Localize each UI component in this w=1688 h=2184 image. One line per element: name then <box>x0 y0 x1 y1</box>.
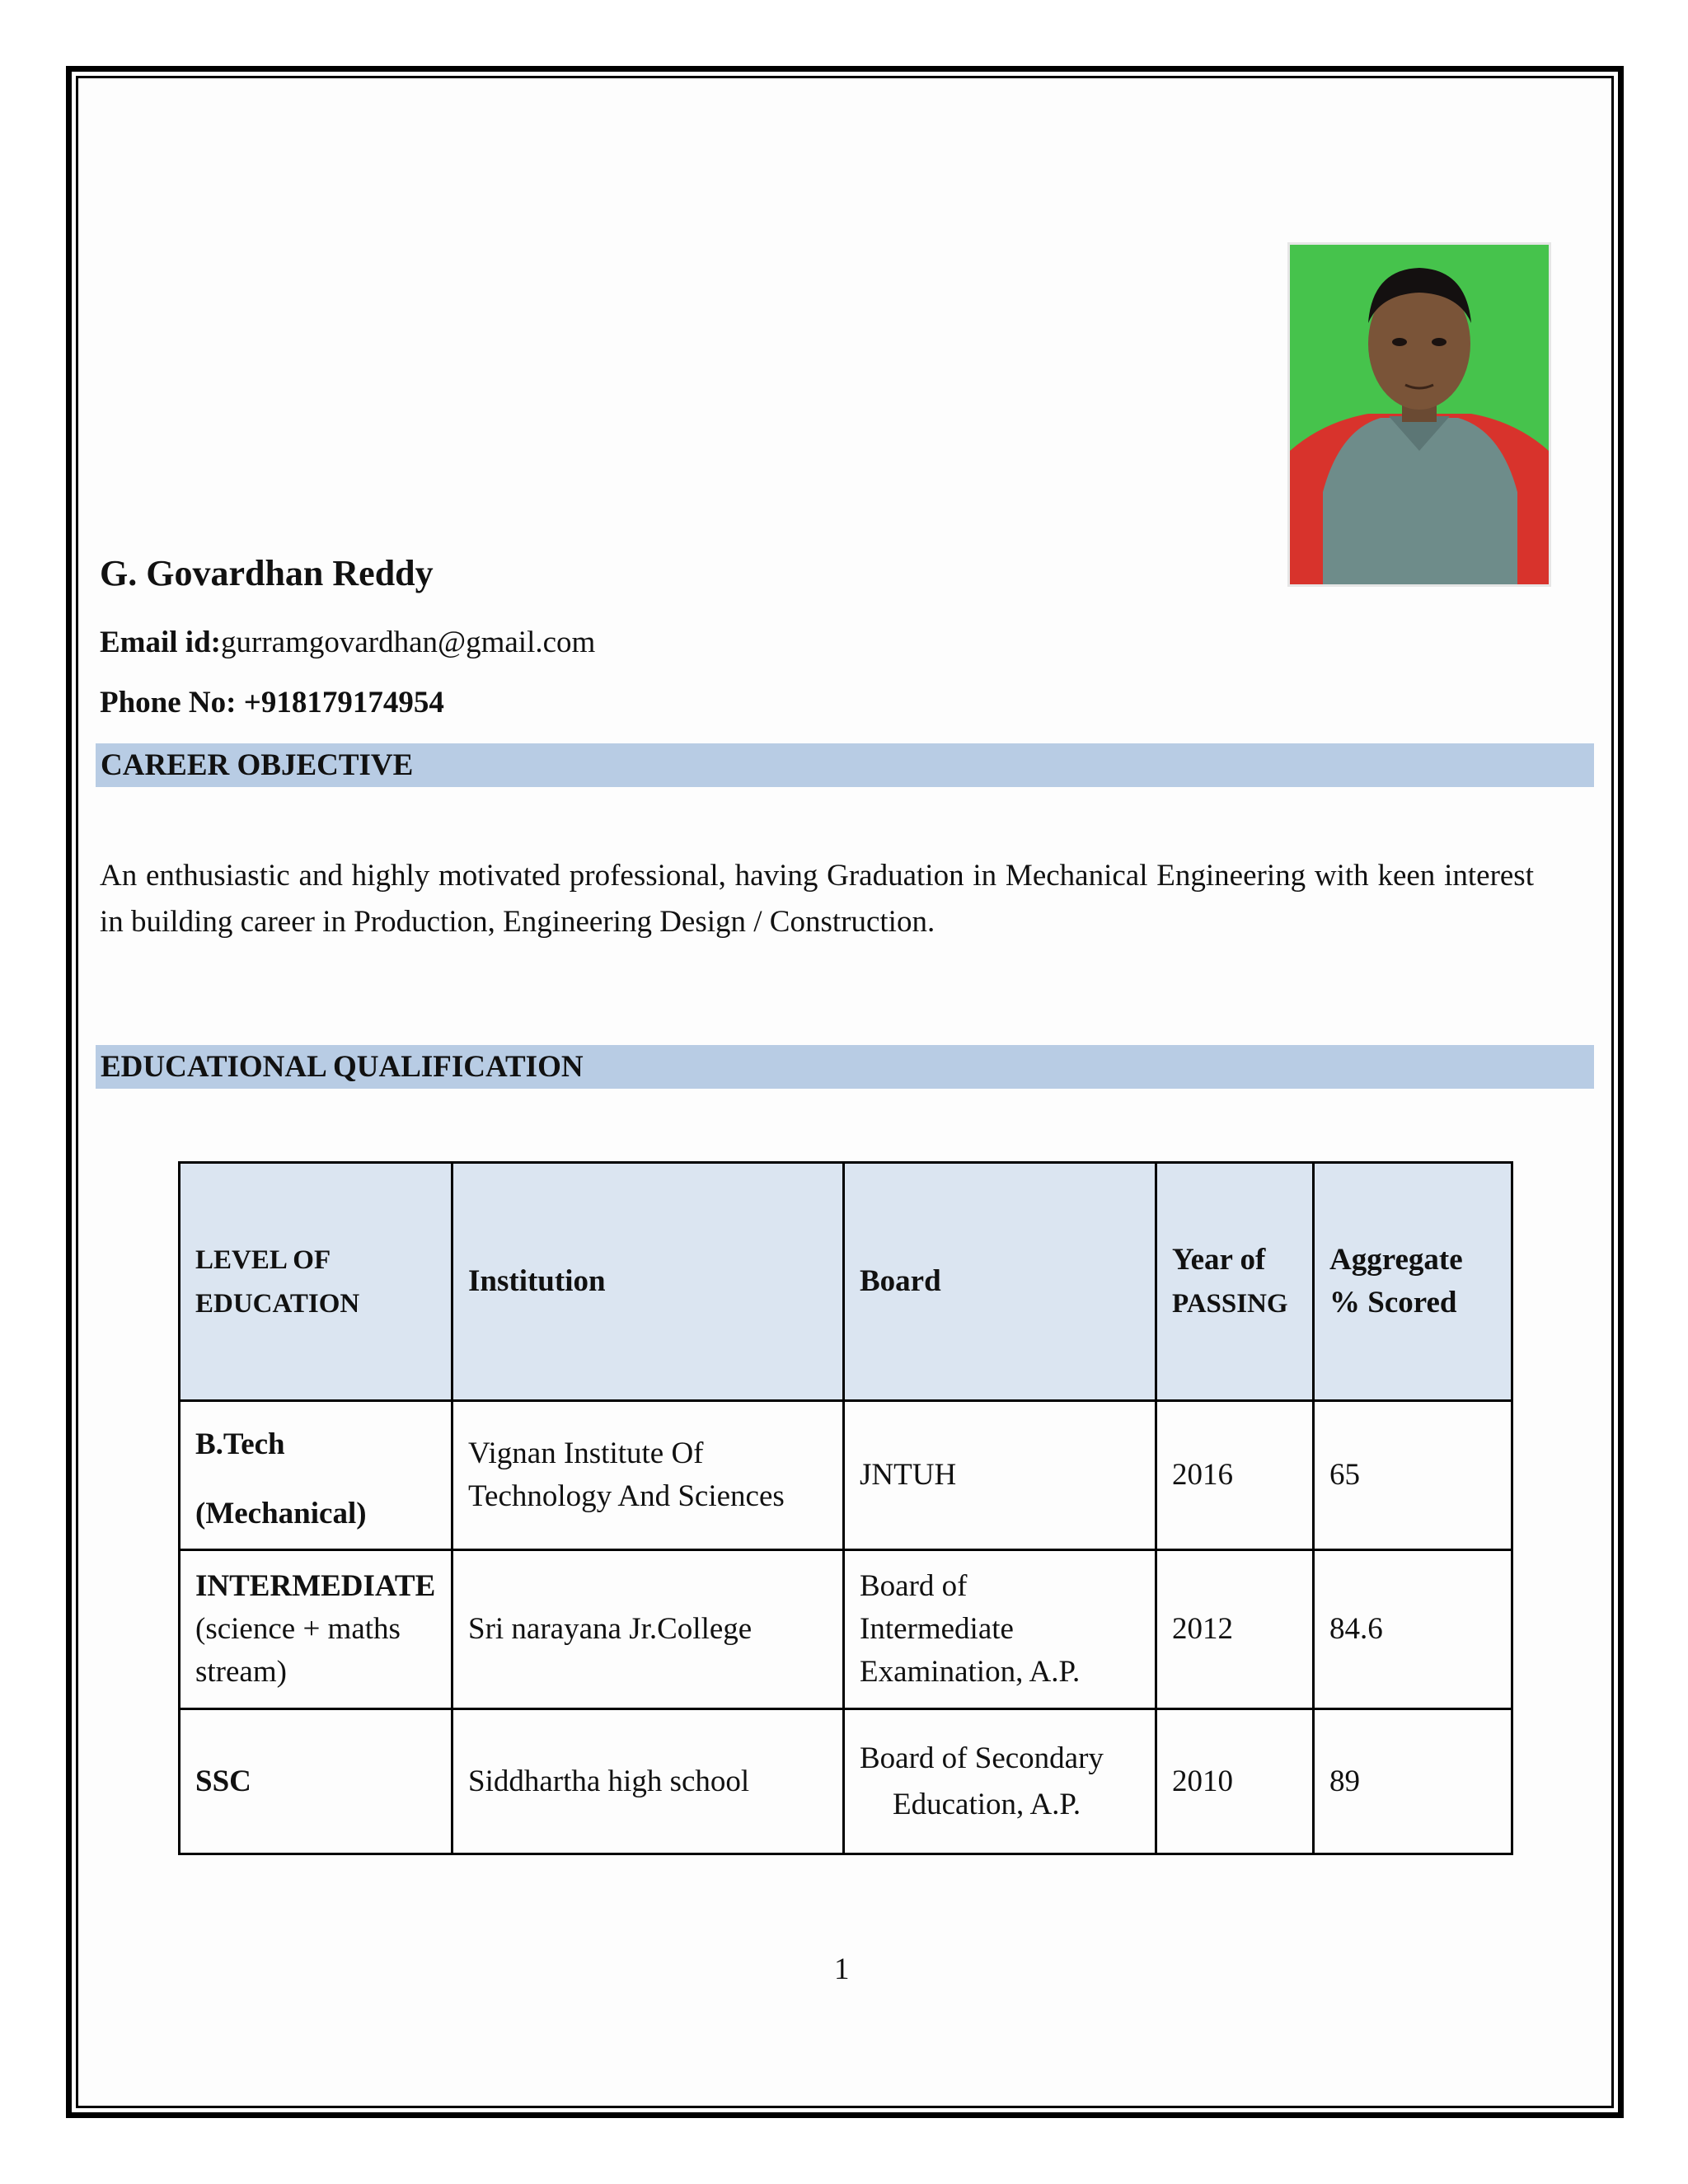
row-level <box>180 1550 452 1709</box>
table-row <box>180 1550 1512 1709</box>
row-level-sub: (Mechanical) <box>195 1497 367 1530</box>
row-year: 2012 <box>1156 1550 1314 1709</box>
header-level-of-education <box>180 1163 452 1401</box>
phone-line <box>100 685 444 720</box>
header-level-line2: EDUCATION <box>195 1289 360 1319</box>
row-institution-line1: Vignan Institute Of <box>468 1436 704 1470</box>
header-year-line1: Year of <box>1172 1242 1266 1277</box>
career-objective-text: An enthusiastic and highly motivated professional, having Graduation in Mechanical Engineering with keen interest in building career in Production, Engineering Design / Construction. <box>100 859 1534 939</box>
table-row <box>180 1709 1512 1854</box>
header-year-of-passing <box>1156 1163 1314 1401</box>
header-level-line1: LEVEL OF <box>195 1245 331 1275</box>
row-aggregate: 65 <box>1314 1401 1512 1550</box>
row-aggregate: 84.6 <box>1314 1550 1512 1709</box>
header-aggregate-line1: Aggregate <box>1329 1243 1463 1277</box>
row-institution: Sri narayana Jr.College <box>452 1550 844 1709</box>
row-aggregate: 89 <box>1314 1709 1512 1854</box>
row-board <box>844 1550 1156 1709</box>
email-line <box>100 625 595 660</box>
table-row <box>180 1401 1512 1550</box>
table-header-row <box>180 1163 1512 1401</box>
row-board-line1: Board of <box>860 1569 968 1603</box>
page-number: 1 <box>834 1952 850 1986</box>
row-level <box>180 1401 452 1550</box>
email-label: Email id: <box>100 626 221 659</box>
row-board <box>844 1709 1156 1854</box>
row-level-main: INTERMEDIATE <box>195 1569 436 1603</box>
row-level-sub: (science + maths stream) <box>195 1612 401 1689</box>
row-board-line2: Intermediate <box>860 1612 1014 1646</box>
phone-label: Phone No: <box>100 686 237 719</box>
row-board-line1: Board of Secondary <box>860 1741 1104 1775</box>
row-year: 2016 <box>1156 1401 1314 1550</box>
row-board-line2: Education, A.P. <box>893 1787 1081 1821</box>
profile-photo <box>1287 242 1551 587</box>
row-level: SSC <box>180 1709 452 1854</box>
header-aggregate-line2: % Scored <box>1329 1286 1457 1319</box>
header-aggregate <box>1314 1163 1512 1401</box>
row-year: 2010 <box>1156 1709 1314 1854</box>
header-institution: Institution <box>452 1163 844 1401</box>
email-value[interactable]: gurramgovardhan@gmail.com <box>221 626 596 659</box>
row-board: JNTUH <box>844 1401 1156 1550</box>
education-heading: EDUCATIONAL QUALIFICATION <box>96 1045 1594 1089</box>
career-objective-heading: CAREER OBJECTIVE <box>96 743 1594 787</box>
row-institution <box>452 1401 844 1550</box>
phone-value: +918179174954 <box>243 686 444 719</box>
row-institution-line2: Technology And Sciences <box>468 1479 785 1513</box>
header-board: Board <box>844 1163 1156 1401</box>
candidate-name: G. Govardhan Reddy <box>100 553 434 593</box>
header-year-line2: PASSING <box>1172 1288 1288 1319</box>
education-table <box>178 1161 1513 1855</box>
row-level-main: B.Tech <box>195 1427 285 1461</box>
row-institution: Siddhartha high school <box>452 1709 844 1854</box>
row-board-line3: Examination, A.P. <box>860 1655 1081 1689</box>
